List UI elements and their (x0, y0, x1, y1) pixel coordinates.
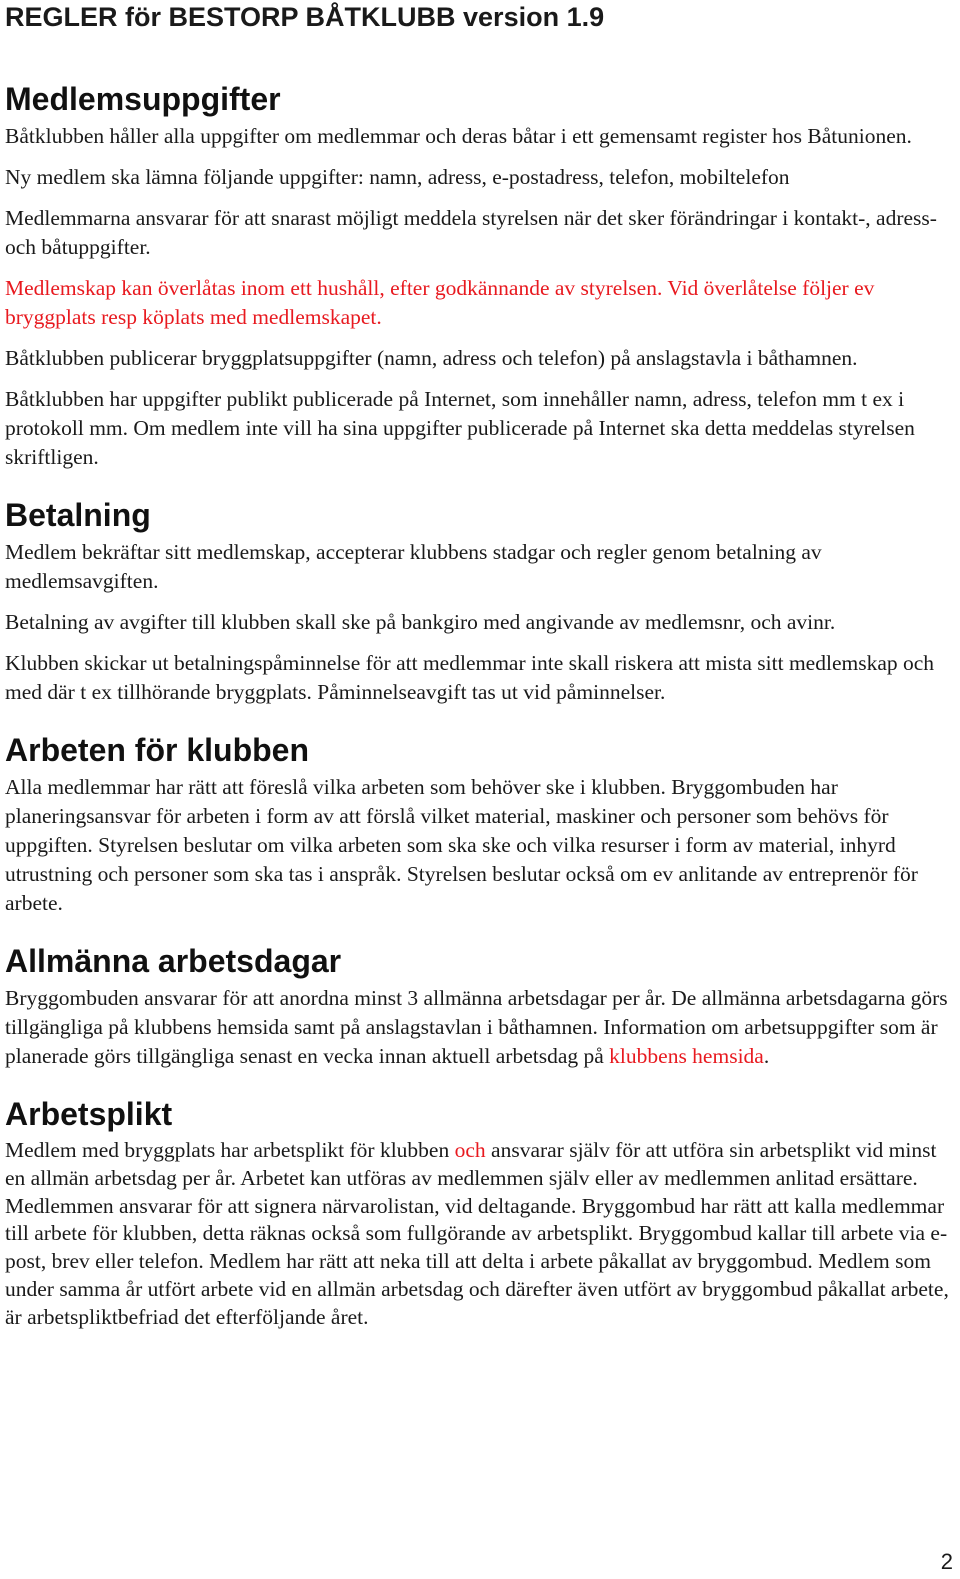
paragraph: Klubben skickar ut betalningspåminnelse för att medlemmar inte skall riskera att mista sitt medlemskap och med där t ex tillhörande bryggplats. Påminnelseavgift tas ut vid påminnelser. (5, 651, 935, 704)
paragraph: Alla medlemmar har rätt att föreslå vilka arbeten som behöver ske i klubben. Bryggombuden har planeringsansvar för arbeten i form av att förslå vilket material, maskiner och personer som behövs för uppgiften. Styrelsen beslutar om vilka arbeten som ska ske och vilka resurser i form av material, inhyrd utrustning och personer som ska tas i anspråk. Styrelsen beslutar också om ev anlitande av entreprenör för arbete. (5, 775, 918, 915)
paragraph-text-end: . (763, 1044, 770, 1068)
paragraph-text-rest: ansvarar själv för att utföra sin arbetsplikt vid minst en allmän arbetsdag per år. Arbetet kan utföras av medlemmen själv eller av medlemmen anlitad ersättare. Medlemmen ansvarar för att signera närvarolistan, vid deltagande. Bryggombud har rätt att kalla medlemmar till arbete för klubben, detta räknas också som fullgörande av arbetsplikt. Bryggombud kallar till arbete via e-post, brev eller telefon. Medlem har rätt att neka till att delta i arbete påkallat av bryggombud. Medlem som under samma år utfört arbete vid en allmän arbetsdag och därefter även utfört av bryggombud påkallat arbete, är arbetspliktbefriad det efterföljande året. (5, 1138, 949, 1329)
paragraph: Medlem bekräftar sitt medlemskap, accepterar klubbens stadgar och regler genom betalning av medlemsavgiften. (5, 540, 822, 593)
heading-arbetsdagar: Allmänna arbetsdagar (5, 943, 342, 979)
paragraph: Betalning av avgifter till klubben skall ske på bankgiro med angivande av medlemsnr, och avinr. (5, 610, 836, 634)
document-page (5, 0, 953, 1344)
paragraph: Båtklubben håller alla uppgifter om medlemmar och deras båtar i ett gemensamt register hos Båtunionen. (5, 124, 912, 148)
paragraph: Medlemmarna ansvarar för att snarast möjligt meddela styrelsen när det sker förändringar i kontakt-, adress- och båtuppgifter. (5, 206, 937, 259)
section-arbetsplikt (5, 1095, 953, 1332)
page-number: 2 (940, 1549, 953, 1574)
paragraph-text: Bryggombuden ansvarar för att anordna minst 3 allmänna arbetsdagar per år. De allmänna arbetsdagarna görs tillgängliga på klubbens hemsida samt på anslagstavlan i båthamnen. Information om arbetsuppgifter som är planerade görs tillgängliga senast en vecka innan aktuell arbetsdag på (5, 986, 948, 1068)
section-betalning (5, 496, 953, 707)
paragraph (5, 984, 953, 1071)
heading-arbeten: Arbeten för klubben (5, 732, 310, 768)
paragraph-highlighted: Medlemskap kan överlåtas inom ett hushåll, efter godkännande av styrelsen. Vid överlåtelse följer ev bryggplats resp köplats med medlemskapet. (5, 276, 875, 329)
paragraph: Båtklubben har uppgifter publikt publicerade på Internet, som innehåller namn, adress, telefon mm t ex i protokoll mm. Om medlem inte vill ha sina uppgifter publicerade på Internet ska detta meddelas styrelsen skriftligen. (5, 387, 915, 469)
heading-arbetsplikt: Arbetsplikt (5, 1096, 173, 1132)
section-arbeten (5, 731, 953, 918)
section-arbetsdagar (5, 942, 953, 1071)
club-website-link[interactable]: klubbens hemsida (609, 1044, 764, 1068)
section-medlemsuppgifter (5, 80, 953, 472)
highlighted-word: och (454, 1138, 486, 1162)
paragraph (5, 1137, 953, 1332)
heading-medlemsuppgifter: Medlemsuppgifter (5, 81, 281, 117)
paragraph-text: Medlem med bryggplats har arbetsplikt för klubben (5, 1138, 455, 1162)
paragraph: Ny medlem ska lämna följande uppgifter: namn, adress, e-postadress, telefon, mobiltelefon (5, 165, 790, 189)
paragraph: Båtklubben publicerar bryggplatsuppgifter (namn, adress och telefon) på anslagstavla i båthamnen. (5, 346, 858, 370)
heading-betalning: Betalning (5, 497, 151, 533)
document-title: REGLER för BESTORP BÅTKLUBB version 1.9 (5, 2, 605, 32)
